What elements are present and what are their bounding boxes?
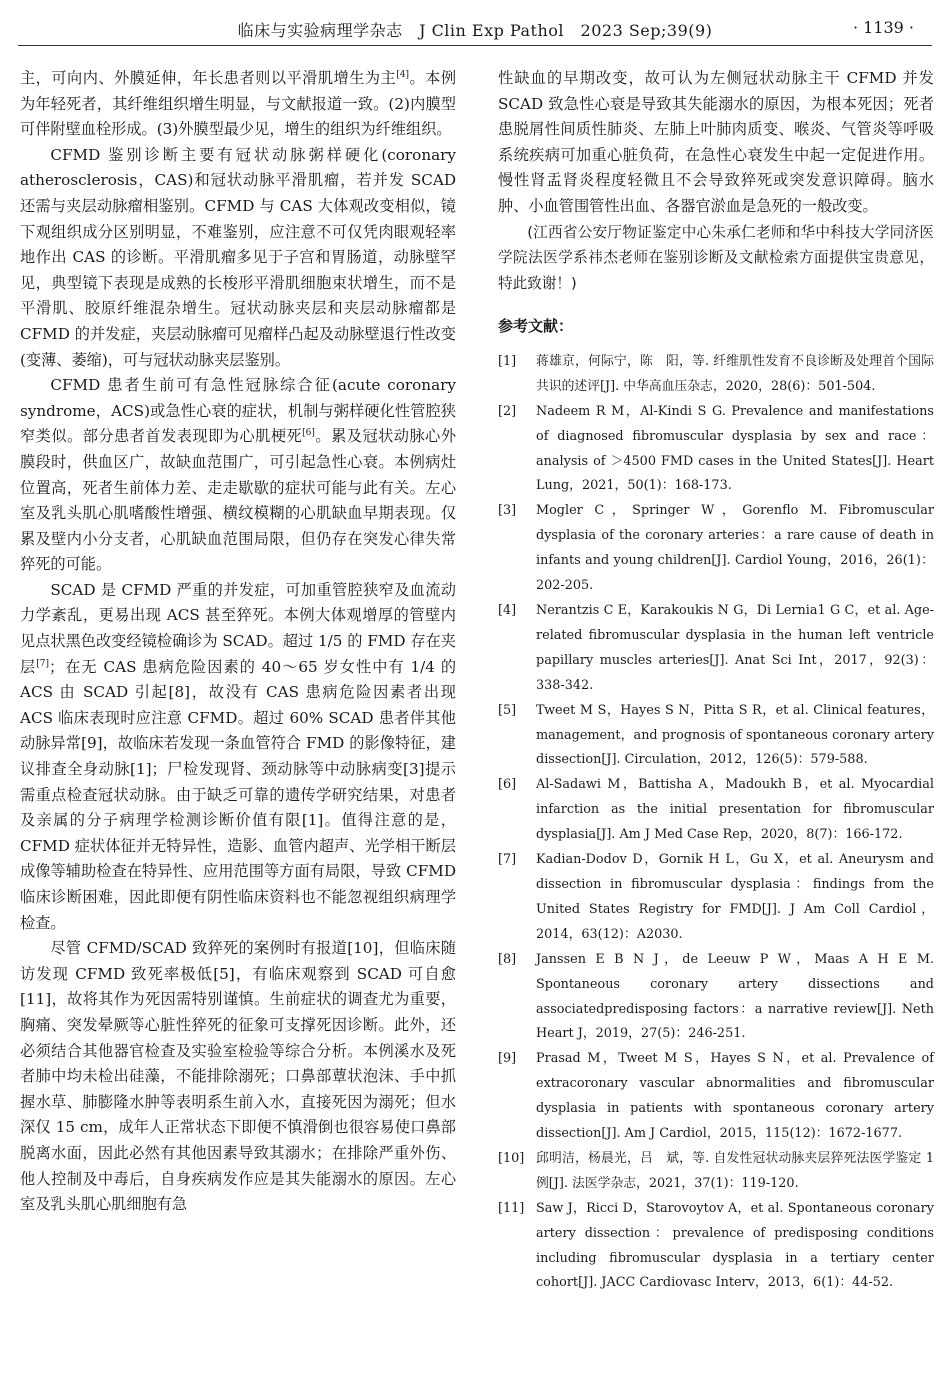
reference-item	[498, 948, 934, 1048]
right-column	[498, 66, 934, 1296]
reference-item	[498, 1147, 934, 1197]
reference-number: [2]	[498, 403, 517, 419]
paragraph-4: SCAD 是 CFMD 严重的并发症，可加重管腔狭窄及血流动力学紊乱，更易出现 ACS 甚至猝死。本例大体观增厚的管壁内见点状黑色改变经镜检确诊为 SCAD。超过 1/5 的 FMD 存在夹层[7]；在无 CAS 患病危险因素的 40～65 岁女性中有 1/4 的 ACS 由 SCAD 引起[8]，故没有 CAS 患病危险因素者出现 ACS 临床表现时应注意 CFMD。超过 60% SCAD 患者伴其他动脉异常[9]，故临床若发现一条血管符合 FMD 的影像特征，建议排查全身动脉[1]；尸检发现肾、颈动脉等中动脉病变[3]提示需重点检查冠状动脉。由于缺乏可靠的遗传学研究结果，对患者及亲属的分子病理学检测诊断价值有限[1]。值得注意的是，CFMD 症状体征并无特异性，造影、血管内超声、光学相干断层成像等辅助检查在特异性、应用范围等方面有局限，导致 CFMD 临床诊断困难，因此即便有阴性临床资料也不能忽视组织病理学检查。	[20, 580, 457, 932]
reference-number: [10]	[498, 1150, 525, 1166]
acknowledgement: (江西省公安厅物证鉴定中心朱承仁老师和华中科技大学同济医学院法医学系祎杰老师在鉴别诊断及文献检索方面提供宝贵意见，特此致谢！)	[498, 223, 934, 292]
reference-number: [5]	[498, 702, 517, 718]
reference-item	[498, 1197, 934, 1297]
reference-text: Janssen E B N J，de Leeuw P W，Maas A H E M. Spontaneous coronary artery dissections and associatedpredisposing factors：a narrative review[J]. Neth Heart J，2019，27(5)：246-251.	[536, 951, 934, 1042]
citation[interactable]: [7]	[36, 658, 49, 669]
reference-text: Nerantzis C E，Karakoukis N G，Di Lernia1 G C，et al. Age-related fibromuscular dysplasia in the human left ventricle papillary muscles arteries[J]. Anat Sci Int，2017，92(3)：338-342.	[536, 603, 934, 693]
citation[interactable]: [4]	[396, 69, 409, 80]
reference-number: [3]	[498, 503, 517, 519]
reference-item	[498, 1047, 934, 1147]
reference-number: [8]	[498, 951, 517, 967]
header-rule	[18, 45, 932, 46]
reference-text: Al-Sadawi M，Battisha A，Madoukh B，et al. Myocardial infarction as the initial presentation for fibromuscular dysplasia[J]. Am J Med Case Rep，2020，8(7)：166-172.	[536, 777, 934, 843]
paragraph-5: 尽管 CFMD/SCAD 致猝死的案例时有报道[10]，但临床随访发现 CFMD 致死率极低[5]，有临床观察到 SCAD 可自愈[11]，故将其作为死因需特别谨慎。生前症状的调查尤为重要，胸痛、突发晕厥等心脏性猝死的征象可支撑死因诊断。此外，还必须结合其他器官检查及实验室检验等综合分析。本例溪水及死者肺中均未检出硅藻，不能排除溺死；口鼻部蕈状泡沫、手中抓握水草、肺膨隆水肿等表明系生前入水，直接死因为溺死；但水深仅 15 cm，成年人正常状态下即便不慎滑倒也很容易使口鼻部脱离水面，因此必然有其他因素导致其溺水；在排除严重外伤、他人控制及中毒后，自身疾病发作应是其失能溺水的原因。左心室及乳头肌心肌细胞有急	[20, 939, 456, 1214]
running-header	[18, 14, 932, 44]
reference-number: [7]	[498, 852, 517, 868]
reference-item	[498, 350, 934, 400]
reference-item	[498, 699, 934, 774]
paragraph-continuation: 性缺血的早期改变，故可认为左侧冠状动脉主干 CFMD 并发 SCAD 致急性心衰是导致其失能溺水的原因，为根本死因；死者患脱屑性间质性肺炎、左肺上叶肺肉质变、喉炎、气管炎等呼吸系统疾病可加重心脏负荷，在急性心衰发生中起一定促进作用。慢性肾盂肾炎程度轻微且不会导致猝死或突发意识障碍。脑水肿、小血管围管性出血、各器官淤血是急死的一般改变。	[498, 69, 934, 215]
reference-text: Kadian-Dodov D，Gornik H L，Gu X，et al. Aneurysm and dissection in fibromuscular dysplasia：findings from the United States Registry for FMD[J]. J Am Coll Cardiol，2014，63(12)：A2030.	[536, 852, 934, 942]
citation[interactable]: [6]	[302, 428, 315, 439]
left-column	[20, 66, 456, 1218]
paragraph-1: 主，可向内、外膜延伸，年长患者则以平滑肌增生为主[4]。本例为年轻死者，其纤维组织增生明显，与文献报道一致。(2)内膜型可伴附壁血栓形成。(3)外膜型最少见，增生的组织为纤维组织。	[20, 69, 457, 139]
reference-text: Mogler C，Springer W，Gorenflo M. Fibromuscular dysplasia of the coronary arteries：a rare cause of death in infants and young children[J]. Cardiol Young，2016，26(1)：202-205.	[536, 503, 934, 594]
reference-item	[498, 848, 934, 948]
reference-text: 蒋雄京，何际宁，陈 阳，等. 纤维肌性发育不良诊断及处理首个国际共识的述评[J]. 中华高血压杂志，2020，28(6)：501-504.	[536, 353, 934, 394]
reference-number: [9]	[498, 1051, 517, 1067]
reference-text: Nadeem R M，Al-Kindi S G. Prevalence and manifestations of diagnosed fibromuscular dysplasia by sex and race：analysis of ＞4500 FMD cases in the United States[J]. Heart Lung，2021，50(1)：168-173.	[536, 403, 934, 494]
reference-item	[498, 773, 934, 848]
reference-text: Saw J，Ricci D，Starovoytov A，et al. Spontaneous coronary artery dissection：prevalence of predisposing conditions including fibromuscular dysplasia in a tertiary center cohort[J]. JACC Cardiovasc Interv，2013，6(1)：44-52.	[536, 1200, 934, 1291]
reference-text: Tweet M S，Hayes S N，Pitta S R，et al. Clinical features，management，and prognosis of spontaneous coronary artery dissection[J]. Circulation，2012，126(5)：579-588.	[536, 702, 934, 768]
reference-text: Prasad M，Tweet M S，Hayes S N，et al. Prevalence of extracoronary vascular abnormalities and fibromuscular dysplasia in patients with spontaneous coronary artery dissection[J]. Am J Cardiol，2015，115(12)：1672-1677.	[536, 1051, 934, 1142]
paragraph-3: CFMD 患者生前可有急性冠脉综合征(acute coronary syndrome，ACS)或急性心衰的症状，机制与粥样硬化性管腔狭窄类似。部分患者首发表现即为心肌梗死[6]。累及冠状动脉心外膜段时，供血区广，故缺血范围广，可引起急性心衰。本例病灶位置高，死者生前体力差、走走歇歇的症状可能与此有关。左心室及乳头肌心肌嗜酸性增强、横纹模糊的心肌缺血早期表现。仅累及壁内小分支者，心肌缺血范围局限，但仍存在突发心律失常猝死的可能。	[20, 376, 457, 574]
reference-number: [4]	[498, 603, 517, 618]
page-number: · 1139 ·	[852, 18, 914, 37]
paragraph-2: CFMD 鉴别诊断主要有冠状动脉粥样硬化(coronary atherosclerosis，CAS)和冠状动脉平滑肌瘤，若并发 SCAD 还需与夹层动脉瘤相鉴别。CFMD 与 CAS 大体观改变相似，镜下观组织成分区别明显，不难鉴别，应注意不可仅凭肉眼观轻率地作出 CAS 的诊断。平滑肌瘤多见于子宫和胃肠道，动脉壁罕见，典型镜下表现是成熟的长梭形平滑肌细胞束状增生，而不是平滑肌、胶原纤维混杂增生。冠状动脉夹层和夹层动脉瘤都是 CFMD 的并发症，夹层动脉瘤可见瘤样凸起及动脉壁退行性改变(变薄、萎缩)，可与冠状动脉夹层鉴别。	[20, 145, 456, 369]
reference-list	[498, 350, 934, 1296]
references-title: 参考文献：	[498, 317, 574, 336]
reference-text: 邱明洁，杨晨光，吕 斌，等. 自发性冠状动脉夹层猝死法医学鉴定 1 例[J]. 法医学杂志，2021，37(1)：119-120.	[536, 1150, 934, 1191]
reference-number: [11]	[498, 1200, 525, 1216]
journal-title: 临床与实验病理学杂志 J Clin Exp Pathol 2023 Sep;39(9)	[237, 21, 713, 40]
reference-item	[498, 400, 934, 500]
reference-item	[498, 599, 934, 699]
reference-item	[498, 499, 934, 599]
reference-number: [1]	[498, 353, 517, 369]
reference-number: [6]	[498, 777, 517, 793]
